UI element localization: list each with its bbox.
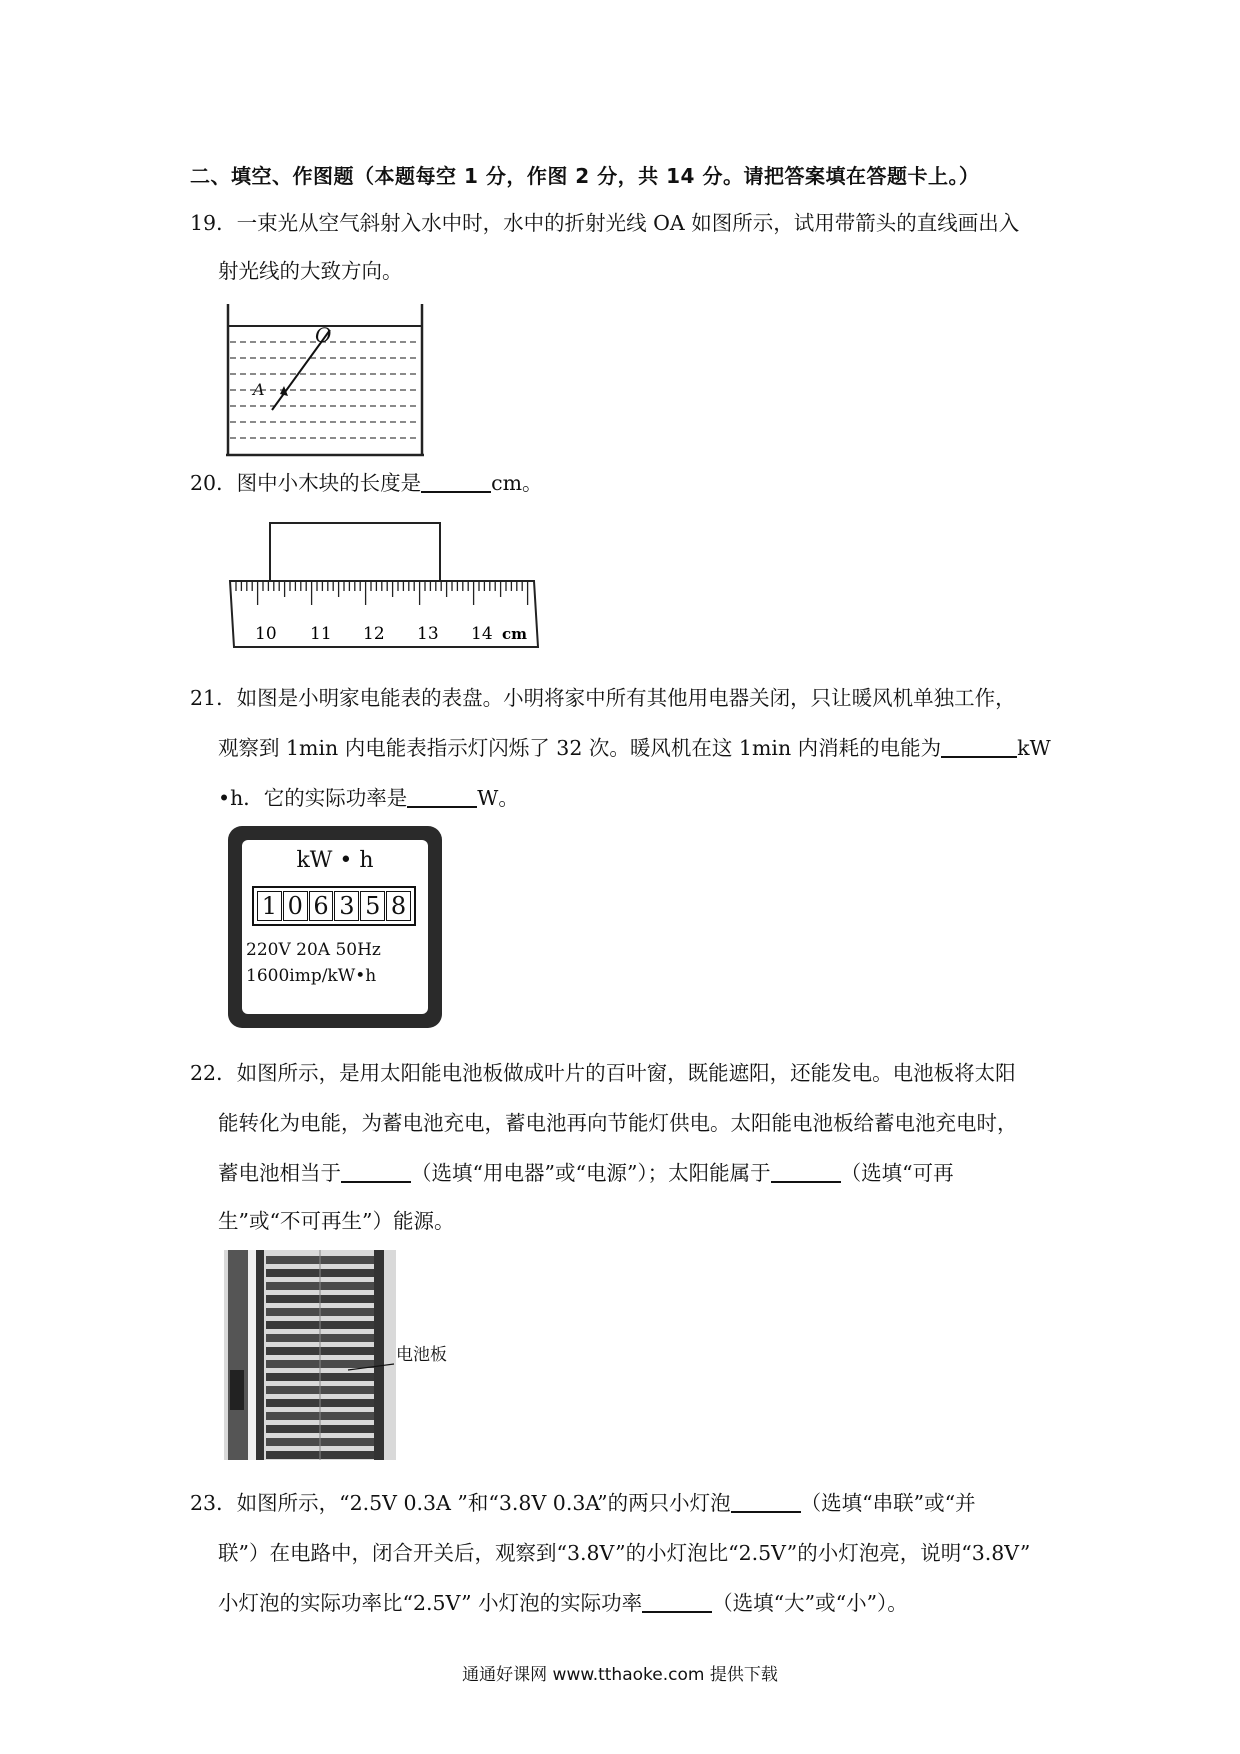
meter-digit: 5 [360,891,385,921]
energy-meter [228,826,442,1028]
q23-line1-post: （选填“串联”或“并 [800,1491,976,1515]
q21-blank-power[interactable] [407,786,477,808]
q22-blank-battery[interactable] [341,1161,411,1183]
solar-blind-figure [224,1250,514,1460]
meter-digit: 3 [334,891,359,921]
q20-pre: 20．图中小木块的长度是 [190,471,422,495]
q22-line2: 能转化为电能，为蓄电池充电，蓄电池再向节能灯供电。太阳能电池板给蓄电池充电时， [218,1111,1018,1135]
section-title: 二、填空、作图题（本题每空 1 分，作图 2 分，共 14 分。请把答案填在答题卡上。） [190,164,980,188]
panel-label: 电池板 [396,1345,447,1365]
q22-line3-pre: 蓄电池相当于 [218,1161,341,1185]
meter-face [242,840,428,1014]
tick-label: 13 [417,624,439,644]
meter-digit: 6 [309,891,334,921]
q23-line3-post: （选填“大”或“小”）。 [712,1591,908,1615]
q19-line1: 19．一束光从空气斜射入水中时，水中的折射光线 OA 如图所示，试用带箭头的直线画出入 [190,211,1020,235]
q21-blank-energy[interactable] [941,736,1017,758]
q23-blank-power[interactable] [642,1591,712,1613]
label-o: O [315,323,332,347]
tick-label: 12 [363,624,385,644]
q22-line3-mid: （选填“用电器”或“电源”）；太阳能属于 [411,1161,771,1185]
q21-line3-post: W。 [477,786,519,810]
q23-line3-pre: 小灯泡的实际功率比“2.5V” 小灯泡的实际功率 [218,1591,643,1615]
q22-line1: 22．如图所示，是用太阳能电池板做成叶片的百叶窗，既能遮阳，还能发电。电池板将太阳 [190,1061,1016,1085]
tick-label: 11 [310,624,332,644]
q23-line1 [190,1490,976,1516]
window-frame-right [374,1250,384,1460]
q23-line3 [218,1590,908,1616]
window-frame-dark [228,1250,248,1460]
q20-text [190,470,543,496]
ruler-unit: cm [502,625,528,643]
q20-post: cm。 [491,471,543,495]
meter-digit: 8 [386,891,411,921]
wood-block [270,523,440,581]
window-handle [230,1370,244,1410]
water-tank-figure [200,300,430,460]
q23-blank-connection[interactable] [731,1491,801,1513]
q22-blank-solar[interactable] [771,1161,841,1183]
q22-line3-post: （选填“可再 [840,1161,954,1185]
q21-line3 [218,785,519,811]
q22-line4: 生”或“不可再生”）能源。 [218,1209,455,1233]
q21-line2-pre: 观察到 1min 内电能表指示灯闪烁了 32 次。暖风机在这 1min 内消耗的电能为 [218,736,942,760]
q21-line2 [218,735,1051,761]
q23-line2: 联”）在电路中，闭合开关后，观察到“3.8V”的小灯泡比“2.5V”的小灯泡亮，说明“3.8V” [218,1541,1031,1565]
meter-digit: 0 [283,891,308,921]
q22-line3 [218,1160,954,1186]
q21-line2-post: kW [1017,736,1051,760]
tick-label: 14 [471,624,493,644]
q20-blank[interactable] [421,471,491,493]
q21-line3-pre: •h．它的实际功率是 [218,786,408,810]
q21-line1: 21．如图是小明家电能表的表盘。小明将家中所有其他用电器关闭，只让暖风机单独工作， [190,686,1016,710]
q19-line2: 射光线的大致方向。 [218,259,403,283]
meter-unit: kW • h [296,848,374,873]
ruler-figure [222,515,542,653]
meter-digit: 1 [257,891,282,921]
label-a: A [253,380,265,399]
meter-display [252,886,416,926]
meter-spec2: 1600imp/kW•h [246,966,377,986]
q23-line1-pre: 23．如图所示，“2.5V 0.3A ”和“3.8V 0.3A”的两只小灯泡 [190,1491,731,1515]
page-footer: 通通好课网 www.tthaoke.com 提供下载 [462,1665,778,1685]
tick-label: 10 [255,624,277,644]
meter-spec1: 220V 20A 50Hz [246,940,381,960]
